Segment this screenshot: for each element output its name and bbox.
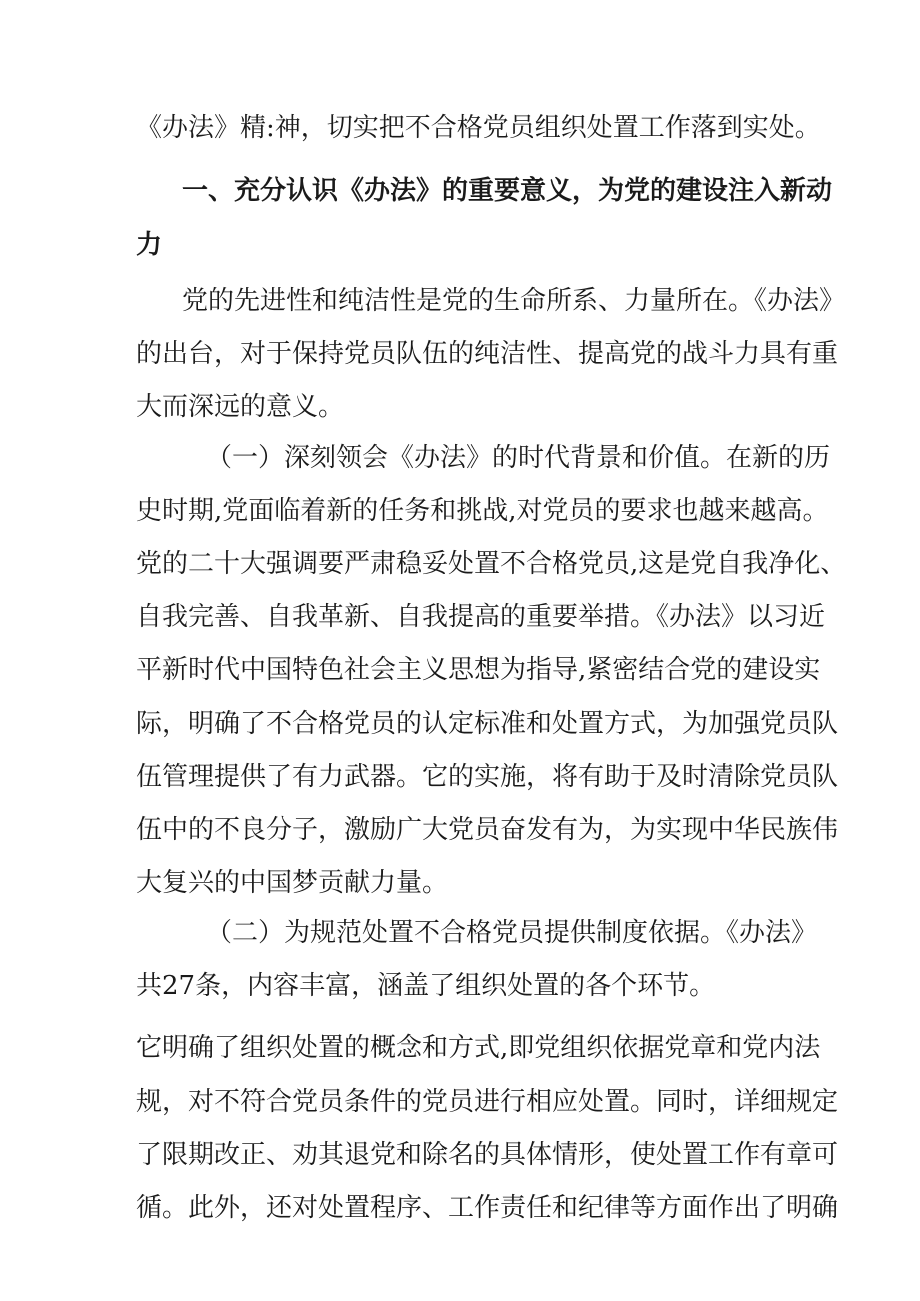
text-line: 史时期,党面临着新的任务和挑战,对党员的要求也越来越高。 xyxy=(136,496,829,526)
text-line: 共27条，内容丰富，涵盖了组织处置的各个环节。 xyxy=(136,971,716,1001)
text-line: 际，明确了不合格党员的认定标准和处置方式，为加强党员队 xyxy=(136,709,839,739)
text-line: 了限期改正、劝其退党和除名的具体情形，使处置工作有章可 xyxy=(136,1140,839,1170)
text-line: 规，对不符合党员条件的党员进行相应处置。同时，详细规定 xyxy=(136,1087,839,1117)
text-line: 党的二十大强调要严肃稳妥处置不合格党员,这是党自我净化、 xyxy=(136,549,847,579)
text-line: 它明确了组织处置的概念和方式,即党组织依据党章和党内法 xyxy=(136,1033,821,1063)
text-line: 循。此外，还对处置程序、工作责任和纪律等方面作出了明确 xyxy=(136,1193,839,1223)
text-line: 伍管理提供了有力武器。它的实施，将有助于及时清除党员队 xyxy=(136,762,839,792)
text-line: 大而深远的意义。 xyxy=(136,392,345,422)
text-line: 的出台，对于保持党员队伍的纯洁性、提高党的战斗力具有重 xyxy=(136,339,839,369)
section-heading: 一、充分认识《办法》的重要意义，为党的建设注入新动 xyxy=(182,176,833,206)
text-line: （一）深刻领会《办法》的时代背景和价值。在新的历 xyxy=(206,443,831,473)
text-line: 《办法》精:神，切实把不合格党员组织处置工作落到实处。 xyxy=(136,113,821,143)
text-line: 平新时代中国特色社会主义思想为指导,紧密结合党的建设实 xyxy=(136,655,821,685)
section-heading: 力 xyxy=(136,230,163,260)
text-line: （二）为规范处置不合格党员提供制度依据。《办法》 xyxy=(206,918,818,948)
text-line: 自我完善、自我革新、自我提高的重要举措。《办法》以习近 xyxy=(136,602,826,632)
text-line: 伍中的不良分子，激励广大党员奋发有为，为实现中华民族伟 xyxy=(136,815,839,845)
text-line: 党的先进性和纯洁性是党的生命所系、力量所在。《办法》 xyxy=(182,286,846,316)
text-line: 大复兴的中国梦贡献力量。 xyxy=(136,868,449,898)
